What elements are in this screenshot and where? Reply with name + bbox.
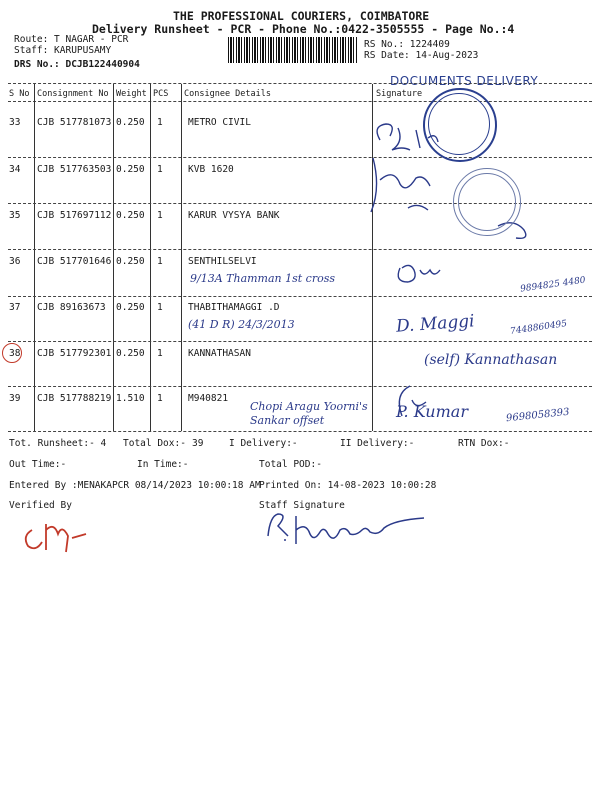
row-pcs: 1 — [157, 256, 163, 267]
column-line — [181, 84, 182, 431]
handwritten-phone: 9698058393 — [505, 406, 571, 425]
staff-signature-blue — [262, 506, 452, 550]
drs-number: DRS No.: DCJB122440904 — [14, 59, 140, 70]
column-line — [34, 84, 35, 431]
col-pcs: PCS — [153, 89, 169, 99]
row-pcs: 1 — [157, 117, 163, 128]
row-pcs: 1 — [157, 348, 163, 359]
row-pcs: 1 — [157, 210, 163, 221]
handwritten-address: Chopi Aragu Yoorni's Sankar offset — [250, 400, 368, 427]
in-time: In Time:- — [137, 459, 189, 470]
row-consignee: METRO CIVIL — [188, 117, 251, 128]
row-weight: 0.250 — [116, 117, 145, 128]
handwritten-address: 9/13A Thamman 1st cross — [190, 272, 336, 285]
handwritten-signature: P. Kumar — [396, 402, 468, 421]
staff-signature-label: Staff Signature — [259, 500, 345, 511]
row-consignee: KVB 1620 — [188, 164, 234, 175]
col-signature: Signature — [376, 89, 423, 99]
company-title: THE PROFESSIONAL COURIERS, COIMBATORE — [173, 9, 430, 23]
route: Route: T NAGAR - PCR — [14, 34, 129, 45]
col-consignee: Consignee Details — [184, 89, 271, 99]
row-consignment: CJB 517701646 — [37, 256, 112, 267]
col-weight: Weight — [116, 89, 147, 99]
out-time: Out Time:- — [9, 459, 67, 470]
row-sno: 35 — [9, 210, 21, 221]
signature-row-36 — [398, 265, 440, 282]
row-sno: 38 — [9, 348, 21, 359]
row-weight: 1.510 — [116, 393, 145, 404]
row-weight: 0.250 — [116, 302, 145, 313]
staff: Staff: KARUPUSAMY — [14, 45, 112, 56]
total-dox-label: Total Dox:- — [123, 438, 186, 449]
signature-row-34 — [371, 158, 430, 212]
rs-date: RS Date: 14-Aug-2023 — [364, 50, 479, 61]
row-consignee: KANNATHASAN — [188, 348, 251, 359]
bank-stamp-inner-ring — [458, 173, 516, 231]
divider — [8, 83, 592, 84]
row-consignment: CJB 517792301 — [37, 348, 112, 359]
rtn-dox: RTN Dox:- — [458, 438, 510, 449]
total-pod: Total POD:- — [259, 459, 322, 470]
col-sno: S No — [9, 89, 30, 99]
signature-row-39 — [399, 386, 426, 416]
row-consignment: CJB 517763503 — [37, 164, 112, 175]
row-weight: 0.250 — [116, 256, 145, 267]
row-pcs: 1 — [157, 164, 163, 175]
row-consignment: CJB 517697112 — [37, 210, 112, 221]
row-pcs: 1 — [157, 302, 163, 313]
stamp-inner-ring — [428, 93, 490, 155]
row-sno: 33 — [9, 117, 21, 128]
documents-delivery-stamp: DOCUMENTS DELIVERY — [390, 74, 539, 88]
row-weight: 0.250 — [116, 164, 145, 175]
handwritten-signature: D. Maggi — [395, 311, 476, 337]
column-line — [113, 84, 114, 431]
handwritten-phone: 9894825 4480 — [519, 275, 587, 295]
handwritten-signature: (self) Kannathasan — [424, 352, 558, 368]
row-pcs: 1 — [157, 393, 163, 404]
entered-by: Entered By :MENAKAPCR 08/14/2023 10:00:18 AM — [9, 480, 261, 491]
rs-number: RS No.: 1224409 — [364, 39, 450, 50]
row-sno: 37 — [9, 302, 21, 313]
row-consignee: SENTHILSELVI — [188, 256, 257, 267]
i-delivery: I Delivery:- — [229, 438, 298, 449]
handwritten-phone: 7448860495 — [509, 319, 568, 337]
row-consignee: KARUR VYSYA BANK — [188, 210, 280, 221]
col-consignment: Consignment No — [37, 89, 109, 99]
row-consignment: CJB 89163673 — [37, 302, 106, 313]
row-weight: 0.250 — [116, 210, 145, 221]
row-consignment: CJB 517781073 — [37, 117, 112, 128]
column-line — [150, 84, 151, 431]
row-sno: 34 — [9, 164, 21, 175]
runsheet-title: Delivery Runsheet - PCR - Phone No.:0422-3505555 - Page No.:4 — [92, 22, 515, 36]
printed-on: Printed On: 14-08-2023 10:00:28 — [259, 480, 437, 491]
total-runsheet: Tot. Runsheet:- 4 — [9, 438, 107, 449]
row-consignee: THABITHAMAGGI .D — [188, 302, 280, 313]
divider — [8, 431, 592, 432]
verified-by: Verified By — [9, 500, 72, 511]
verified-signature-red — [10, 510, 120, 560]
barcode — [228, 37, 358, 63]
row-sno: 36 — [9, 256, 21, 267]
row-consignee: M940821 — [188, 393, 229, 404]
handwritten-address: (41 D R) 24/3/2013 — [188, 318, 295, 331]
row-consignment: CJB 517788219 — [37, 393, 112, 404]
row-weight: 0.250 — [116, 348, 145, 359]
total-dox-value: 39 — [192, 438, 204, 449]
ii-delivery: II Delivery:- — [340, 438, 415, 449]
row-sno: 39 — [9, 393, 21, 404]
